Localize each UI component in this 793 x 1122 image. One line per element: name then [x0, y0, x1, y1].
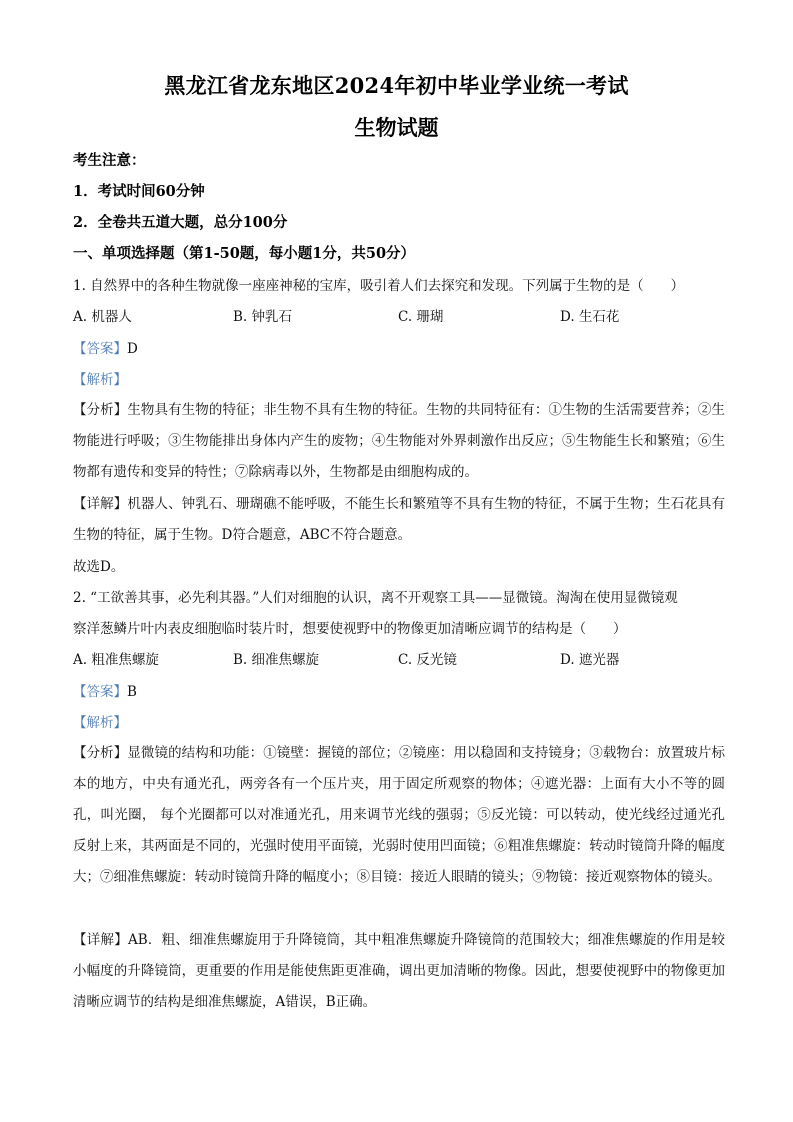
analysis-label: 【分析】	[73, 402, 128, 418]
question-1-answer	[73, 339, 723, 359]
detail-text: AB．粗、细准焦螺旋用于升降镜筒，其中粗准焦螺旋升降镜筒的范围较大；细准焦螺旋的作用是较小幅度的升降镜筒，更重要的作用是能使焦距更准确，调出更加清晰的物像。因此，想要使视野中的物像更加清晰应调节的结构是细准焦螺旋，A错误，B正确。	[73, 932, 726, 1010]
notice-item-2: 2．全卷共五道大题，总分100分	[73, 214, 288, 231]
question-1-option-d: D. 生石花	[560, 309, 620, 325]
section-heading: 一、单项选择题（第1-50题，每小题1分，共50分）	[73, 245, 416, 262]
question-1-explanation-label: 【解析】	[73, 372, 127, 388]
detail-text: 机器人、钟乳石、珊瑚礁不能呼吸，不能生长和繁殖等不具有生物的特征，不属于生物；生石花具有生物的特征，属于生物。D符合题意，ABC不符合题意。	[73, 496, 726, 543]
question-2-detail	[73, 925, 725, 1018]
question-2-option-c: C. 反光镜	[398, 652, 457, 668]
question-1-option-b: B. 钟乳石	[233, 309, 293, 325]
question-2-stem-line-2: 察洋葱鳞片叶内表皮细胞临时装片时，想要使视野中的物像更加清晰应调节的结构是（ ）	[73, 621, 627, 637]
question-2-stem-line-1: 2. “工欲善其事，必先利其器。”人们对细胞的认识，离不开观察工具——显微镜。淘淘在使用显微镜观	[73, 590, 678, 606]
notice-item-1: 1．考试时间60分钟	[73, 183, 205, 200]
question-2-option-b: B. 细准焦螺旋	[233, 652, 320, 668]
answer-value: B	[127, 684, 137, 700]
analysis-text: 显微镜的结构和功能：①镜壁：握镜的部位；②镜座：用以稳固和支持镜身；③载物台：放置玻片标本的地方，中央有通光孔，两旁各有一个压片夹，用于固定所观察的物体；④遮光器：上面有大小不等的圆孔，叫光圈， 每个光圈都可以对准通光孔，用来调节光线的强弱；⑤反光镜：可以转动，使光线经过通光孔反射上来，其两面是不同的，光强时使用平面镜，光弱时使用凹面镜；⑥粗准焦螺旋：转动时镜筒升降的幅度大；⑦细准焦螺旋：转动时镜筒升降的幅度小；⑧目镜：接近人眼睛的镜头；⑨物镜：接近观察物体的镜头。	[73, 745, 726, 885]
answer-value: D	[127, 341, 138, 357]
notice-heading: 考生注意：	[73, 152, 146, 169]
question-1-conclusion: 故选D。	[73, 559, 125, 575]
question-2-analysis	[73, 738, 725, 893]
detail-label: 【详解】	[73, 932, 128, 948]
question-2-answer	[73, 682, 723, 702]
question-2-explanation-label: 【解析】	[73, 715, 127, 731]
document-title: 黑龙江省龙东地区2024年初中毕业学业统一考试	[164, 73, 629, 98]
answer-label: 【答案】	[73, 341, 127, 357]
analysis-text: 生物具有生物的特征；非生物不具有生物的特征。生物的共同特征有：①生物的生活需要营养；②生物能进行呼吸；③生物能排出身体内产生的废物；④生物能对外界刺激作出反应；⑤生物能生长和繁殖；⑥生物都有遗传和变异的特性；⑦除病毒以外，生物都是由细胞构成的。	[73, 402, 726, 480]
answer-label: 【答案】	[73, 684, 127, 700]
question-1-detail	[73, 489, 725, 551]
question-2-option-a: A. 粗准焦螺旋	[73, 652, 159, 668]
question-1-analysis	[73, 395, 725, 488]
question-2-option-d: D. 遮光器	[560, 652, 620, 668]
analysis-label: 【分析】	[73, 745, 128, 761]
question-1-option-c: C. 珊瑚	[398, 309, 444, 325]
question-1-option-a: A. 机器人	[73, 309, 132, 325]
question-1-stem: 1. 自然界中的各种生物就像一座座神秘的宝库，吸引着人们去探究和发现。下列属于生物的是（ ）	[73, 278, 685, 294]
detail-label: 【详解】	[73, 496, 128, 512]
document-subtitle: 生物试题	[354, 115, 439, 140]
